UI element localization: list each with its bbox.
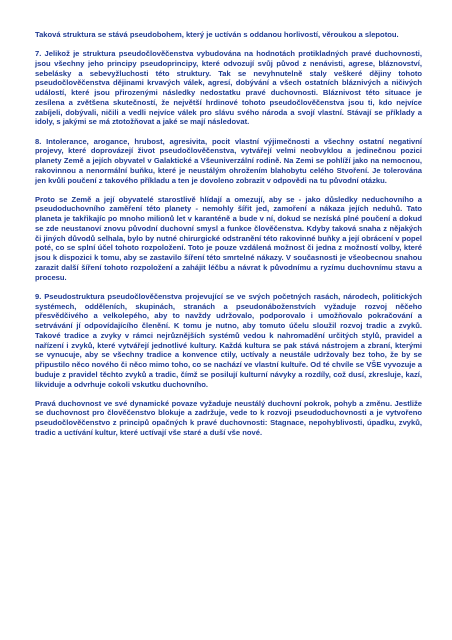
paragraph-9: 9. Pseudostruktura pseudočlověčenstva projevující se ve svých početných rasách, národech, politických systémech, odděleních, skupinách, stranách a pseudonáboženstvích vyžaduje rozvoj něčeho přesvědčivého a velkolepého, aby to navždy udržovalo, podporovalo i umožňovalo pokračování a setrvávání jí odpovídajícího členění. K tomu je nutno, aby tomuto účelu sloužil rozvoj tradic a zvyků. Takové tradice a zvyky v rámci nejrůznějších systémů vedou k nahromadění určitých stylů, pravidel a nařízení i zvyků, které vytvářejí jednotlivé kultury. Každá kultura se pak stává nástrojem a zbraní, kterými se vynucuje, aby se všechny tradice a konvence ctily, uctívaly a neustále udržovaly bez toho, že by se připustilo něco nového či něco mimo toho, co se nachází ve vlastní kultuře. Od té chvíle se VŠE vyvozuje a buduje z pravidel těchto zvyků a tradic, čímž se posilují kulturní návyky a rozdíly, což dusí, zkresluje, kazí, likviduje a odvrhuje cokoli vskutku duchovního. (35, 291, 422, 389)
paragraph-7: 7. Jelikož je struktura pseudočlověčenstva vybudována na hodnotách protikladných pravé duchovnosti, jsou všechny jeho principy pseudoprincipy, které odvozují svůj původ z nenávisti, agrese, bláznovství, sebelásky a sebevyžluchosti této struktury. Tak se nevyhnutelně staly veškeré dějiny tohoto pseudočlověčenstva dějinami krvavých válek, agresí, dobývání a všech ostatních bláznivých a ničivých událostí, které jsou přirozenými následky nedostatku pravé duchovnosti. Bláznivost této situace je zesílena a zvětšena skutečností, že největší hrdinové tohoto pseudočlověčenstva jsou ti, kdo nejvíce zabíjeli, dobývali, ničili a vedli nejvíce válek pro slávu svého národa a svojí vlastní. Stávají se příklady a idoly, s jakými se má ztotožňovat a jaké se mají následovat. (35, 49, 422, 127)
paragraph-quarantine: Proto se Země a její obyvatelé starostlivě hlídají a omezují, aby se - jako důsledky neduchovního a pseudoduchovního zaměření této planety - nemohly šířit jed, zamoření a nákaza jejích neduhů. Tato planeta je takřikajíc po mnoho milionů let v karanténě a bude v ní, dokud se nezíská plné poučení a dokud se zde neustanoví znovu původní duchovní smysl a funkce člověčenstva. Kdyby taková snaha z nějakých či jiných důvodů selhala, bylo by nutné chirurgické odstranění této rakovinné buňky a její obrácení v popel poté, co se splní účel tohoto rozpoložení. Toto je pouze vzdálená možnost či jedna z možností volby, které jsou k dispozici k tomu, aby se zastavilo šíření této smrtelné nákazy. V současnosti je všeobecnou snahou zarazit další šíření tohoto rozpoložení a zahájit léčbu a návrat k původnímu a ryzímu duchovnímu stavu a procesu. (35, 194, 422, 282)
paragraph-8: 8. Intolerance, arogance, hrubost, agresivita, pocit vlastní výjimečnosti a všechny ostatní negativní projevy, které doprovázejí život pseudočlověčenstva, vytvářejí velmi neobvyklou a jedinečnou pozici planety Země a jejích obyvatel v Galaktické a Všeuniverzální rodině. Na Zemi se pohlíží jako na nemocnou, rakovinnou a nenormální buňku, které je neustálým ohrožením blahobytu celého Stvoření. Je tolerována jen kvůli poučení z takového příkladu a ten je dovoleno zobrazit v odpovědi na tu původní otázku. (35, 136, 422, 185)
paragraph-true-spirituality: Pravá duchovnost ve své dynamické povaze vyžaduje neustálý duchovní pokrok, pohyb a změnu. Jestliže se duchovnost pro člověčenstvo blokuje a zadržuje, vede to k rozvoji pseudoduchovnosti a je vytvořeno pseudočlověčenstvo z principů opačných k pravé duchovnosti: Stagnace, nepohyblivosti, úpadku, zvyků, tradic a uctívání kultur, které uctívají vše staré a duší vše nové. (35, 398, 422, 437)
paragraph-intro: Taková struktura se stává pseudobohem, který je uctíván s oddanou horlivostí, věroukou a slepotou. (35, 30, 399, 39)
